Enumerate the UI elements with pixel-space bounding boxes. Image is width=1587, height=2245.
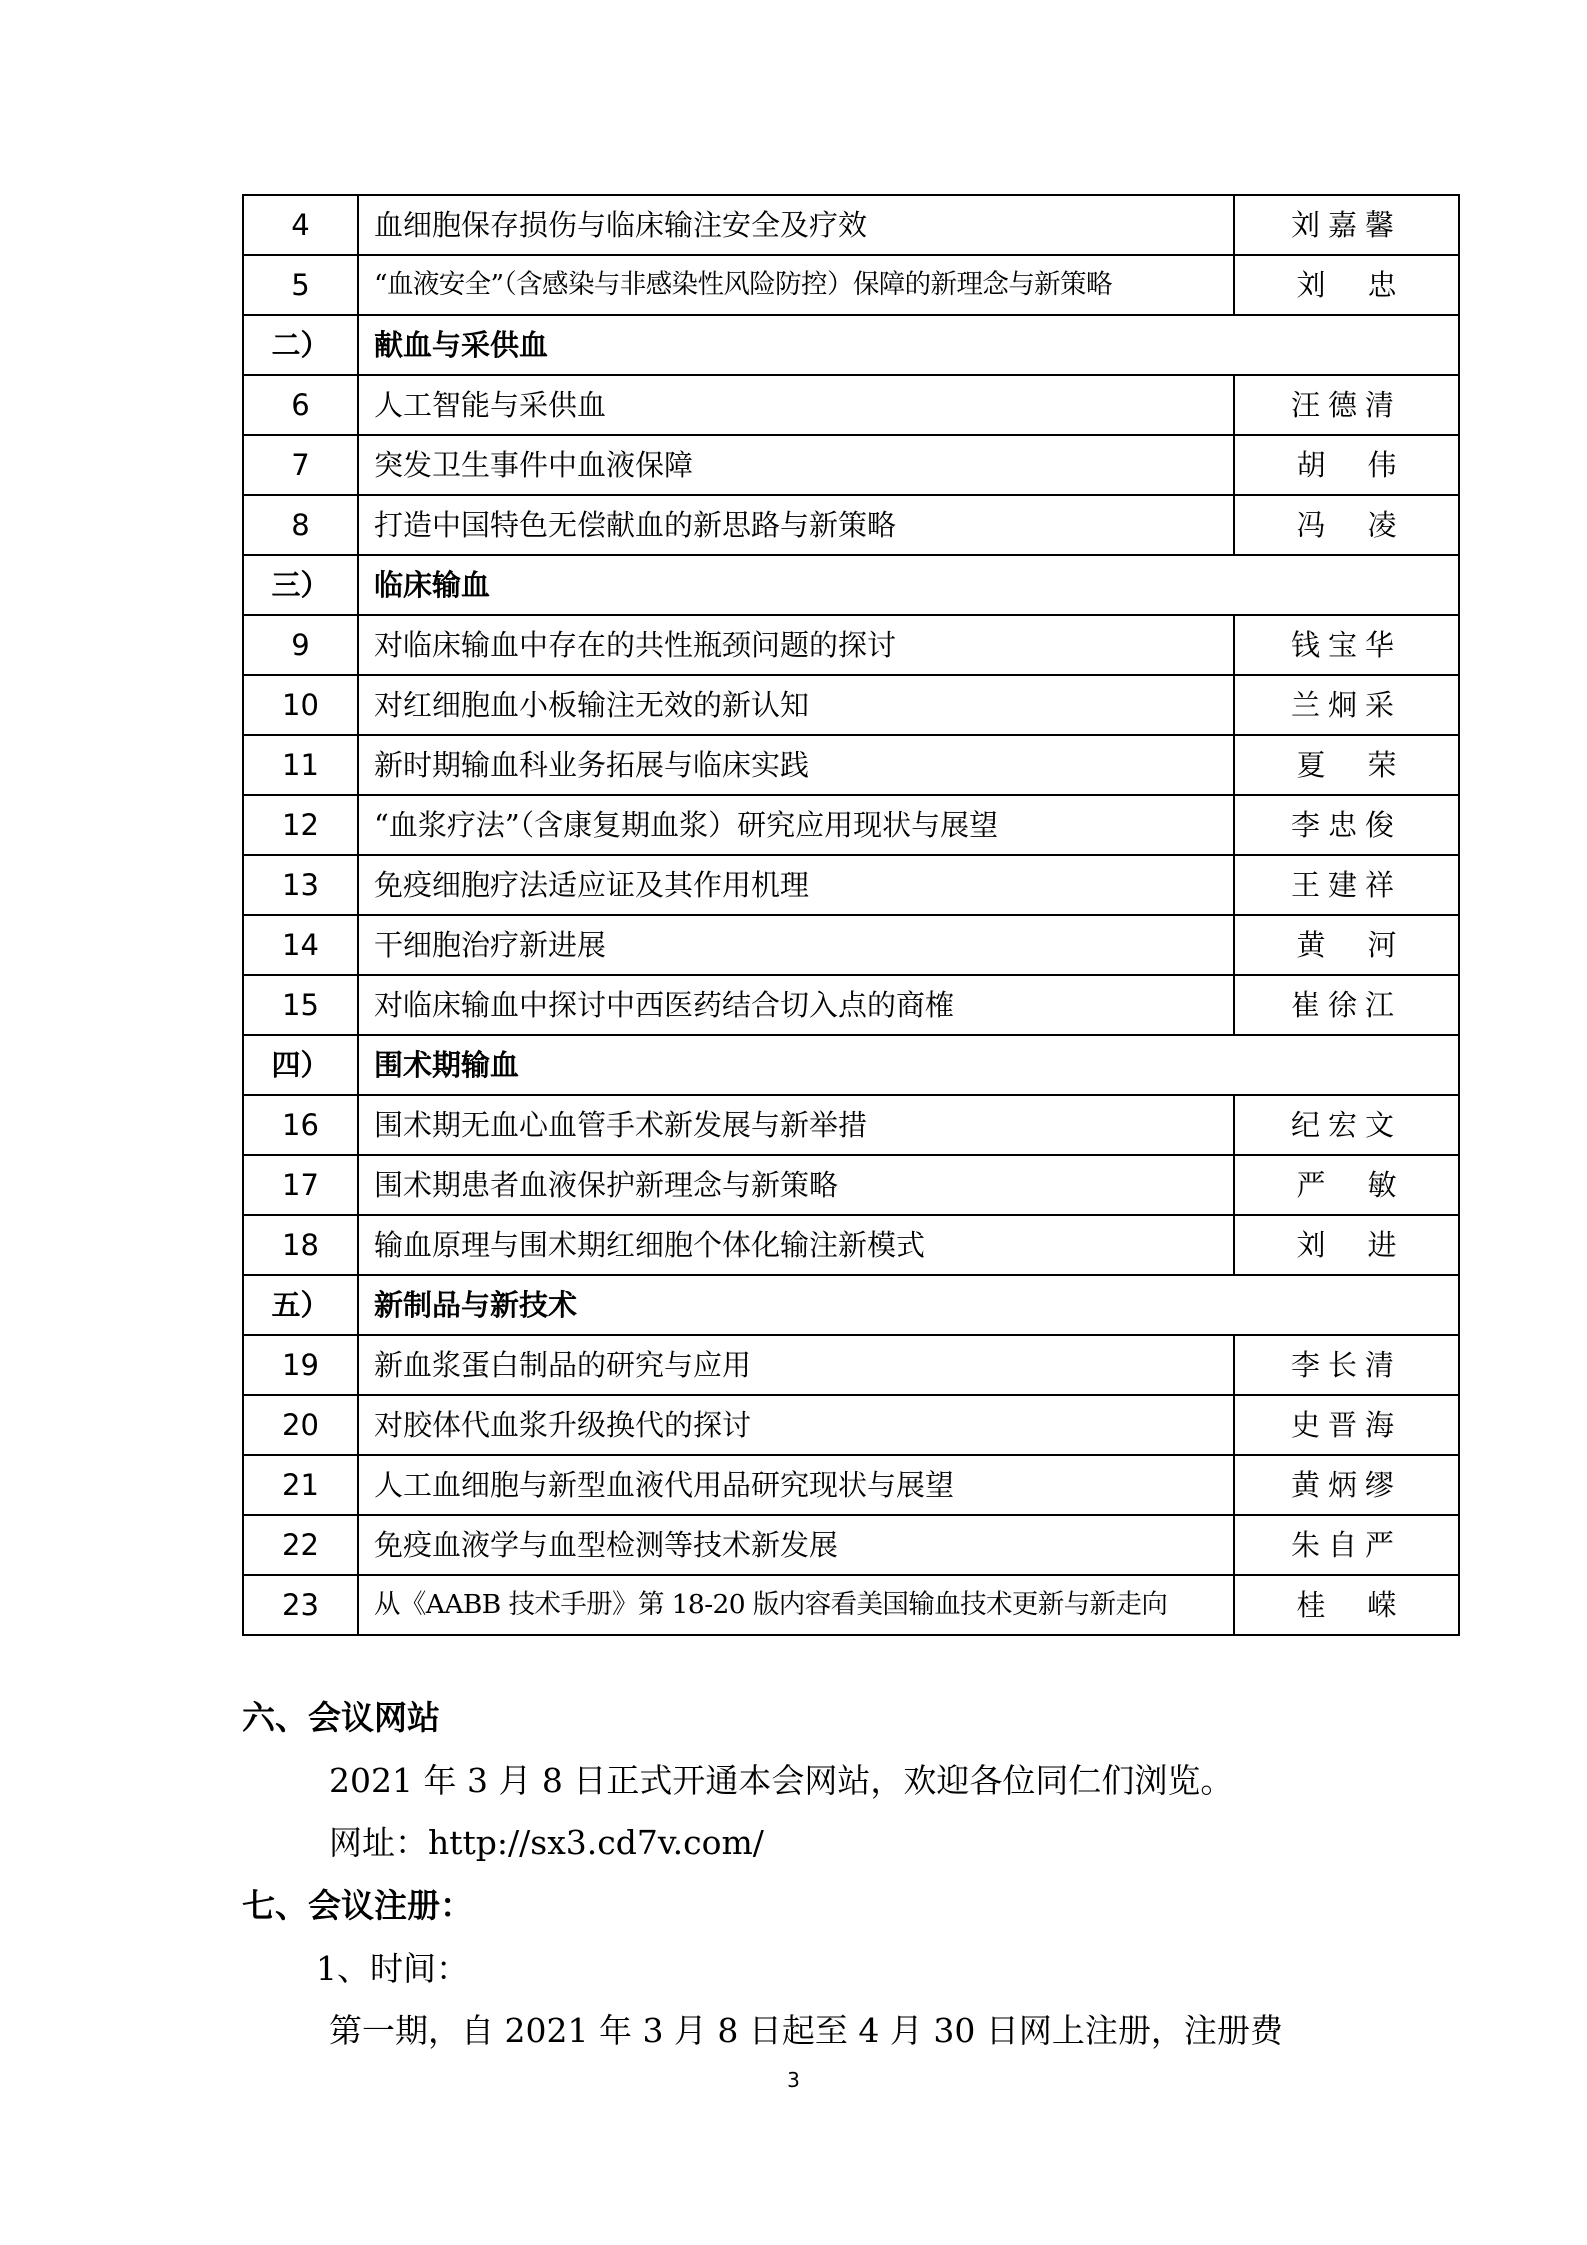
row-number: 10	[243, 675, 358, 735]
speaker-cell: 刘嘉馨	[1234, 195, 1459, 255]
website-url-text: 网址：http://sx3.cd7v.com/	[329, 1823, 764, 1862]
topic-cell: 干细胞治疗新进展	[358, 915, 1234, 975]
row-number: 4	[243, 195, 358, 255]
section-heading-website: 六、会议网站	[242, 1698, 440, 1737]
section-number: 四）	[243, 1035, 358, 1095]
topic-cell: 对临床输血中存在的共性瓶颈问题的探讨	[358, 615, 1234, 675]
topic-cell: 血细胞保存损伤与临床输注安全及疗效	[358, 195, 1234, 255]
table-section-row	[243, 1035, 1459, 1095]
section-title: 新制品与新技术	[358, 1275, 1459, 1335]
topic-cell: 对临床输血中探讨中西医药结合切入点的商榷	[358, 975, 1234, 1035]
speaker-cell: 王建祥	[1234, 855, 1459, 915]
table-row	[243, 975, 1459, 1035]
table-row	[243, 1395, 1459, 1455]
speaker-cell: 夏荣	[1234, 735, 1459, 795]
section-title: 临床输血	[358, 555, 1459, 615]
speaker-cell: 黄炳缪	[1234, 1455, 1459, 1515]
table-row	[243, 375, 1459, 435]
program-table-body	[243, 195, 1459, 1635]
topic-cell: 人工血细胞与新型血液代用品研究现状与展望	[358, 1455, 1234, 1515]
row-number: 15	[243, 975, 358, 1035]
row-number: 14	[243, 915, 358, 975]
table-row	[243, 435, 1459, 495]
row-number: 8	[243, 495, 358, 555]
speaker-cell: 胡伟	[1234, 435, 1459, 495]
section-number: 二）	[243, 315, 358, 375]
topic-cell: 免疫血液学与血型检测等技术新发展	[358, 1515, 1234, 1575]
speaker-cell: 严敏	[1234, 1155, 1459, 1215]
row-number: 19	[243, 1335, 358, 1395]
topic-cell: 新时期输血科业务拓展与临床实践	[358, 735, 1234, 795]
speaker-cell: 刘进	[1234, 1215, 1459, 1275]
speaker-cell: 刘忠	[1234, 255, 1459, 315]
program-table	[242, 194, 1460, 1636]
row-number: 16	[243, 1095, 358, 1155]
speaker-cell: 桂嵘	[1234, 1575, 1459, 1635]
row-number: 9	[243, 615, 358, 675]
speaker-cell: 钱宝华	[1234, 615, 1459, 675]
row-number: 17	[243, 1155, 358, 1215]
speaker-cell: 史晋海	[1234, 1395, 1459, 1455]
table-section-row	[243, 1275, 1459, 1335]
topic-cell: 围术期患者血液保护新理念与新策略	[358, 1155, 1234, 1215]
table-row	[243, 675, 1459, 735]
speaker-cell: 朱自严	[1234, 1515, 1459, 1575]
speaker-cell: 汪德清	[1234, 375, 1459, 435]
section-title: 围术期输血	[358, 1035, 1459, 1095]
topic-cell: 人工智能与采供血	[358, 375, 1234, 435]
speaker-cell: 李长清	[1234, 1335, 1459, 1395]
table-row	[243, 735, 1459, 795]
table-row	[243, 855, 1459, 915]
topic-cell: “血液安全”（含感染与非感染性风险防控）保障的新理念与新策略	[358, 255, 1234, 315]
row-number: 23	[243, 1575, 358, 1635]
table-row	[243, 615, 1459, 675]
page-number: 3	[787, 2068, 800, 2092]
topic-cell: “血浆疗法”（含康复期血浆）研究应用现状与展望	[358, 795, 1234, 855]
speaker-cell: 冯凌	[1234, 495, 1459, 555]
registration-period-text: 第一期，自 2021 年 3 月 8 日起至 4 月 30 日网上注册，注册费	[329, 2011, 1283, 2050]
table-row	[243, 495, 1459, 555]
section-number: 三）	[243, 555, 358, 615]
table-row	[243, 1155, 1459, 1215]
topic-cell: 对胶体代血浆升级换代的探讨	[358, 1395, 1234, 1455]
topic-cell: 打造中国特色无偿献血的新思路与新策略	[358, 495, 1234, 555]
row-number: 13	[243, 855, 358, 915]
table-section-row	[243, 315, 1459, 375]
row-number: 5	[243, 255, 358, 315]
table-row	[243, 1335, 1459, 1395]
table-row	[243, 1515, 1459, 1575]
registration-time-label: 1、时间：	[316, 1949, 469, 1988]
speaker-cell: 李忠俊	[1234, 795, 1459, 855]
table-row	[243, 915, 1459, 975]
topic-cell: 新血浆蛋白制品的研究与应用	[358, 1335, 1234, 1395]
section-heading-registration: 七、会议注册：	[242, 1886, 473, 1925]
row-number: 12	[243, 795, 358, 855]
website-open-date-text: 2021 年 3 月 8 日正式开通本会网站，欢迎各位同仁们浏览。	[329, 1761, 1234, 1800]
table-row	[243, 1095, 1459, 1155]
speaker-cell: 兰炯采	[1234, 675, 1459, 735]
section-number: 五）	[243, 1275, 358, 1335]
row-number: 22	[243, 1515, 358, 1575]
topic-cell: 输血原理与围术期红细胞个体化输注新模式	[358, 1215, 1234, 1275]
row-number: 11	[243, 735, 358, 795]
table-section-row	[243, 555, 1459, 615]
speaker-cell: 纪宏文	[1234, 1095, 1459, 1155]
topic-cell: 对红细胞血小板输注无效的新认知	[358, 675, 1234, 735]
topic-cell: 突发卫生事件中血液保障	[358, 435, 1234, 495]
topic-cell: 围术期无血心血管手术新发展与新举措	[358, 1095, 1234, 1155]
table-row	[243, 1455, 1459, 1515]
row-number: 21	[243, 1455, 358, 1515]
row-number: 18	[243, 1215, 358, 1275]
table-row	[243, 1575, 1459, 1635]
row-number: 6	[243, 375, 358, 435]
topic-cell: 从《AABB 技术手册》第 18-20 版内容看美国输血技术更新与新走向	[358, 1575, 1234, 1635]
row-number: 7	[243, 435, 358, 495]
row-number: 20	[243, 1395, 358, 1455]
topic-cell: 免疫细胞疗法适应证及其作用机理	[358, 855, 1234, 915]
table-row	[243, 1215, 1459, 1275]
speaker-cell: 黄河	[1234, 915, 1459, 975]
table-row	[243, 795, 1459, 855]
table-row	[243, 195, 1459, 255]
section-title: 献血与采供血	[358, 315, 1459, 375]
speaker-cell: 崔徐江	[1234, 975, 1459, 1035]
table-row	[243, 255, 1459, 315]
